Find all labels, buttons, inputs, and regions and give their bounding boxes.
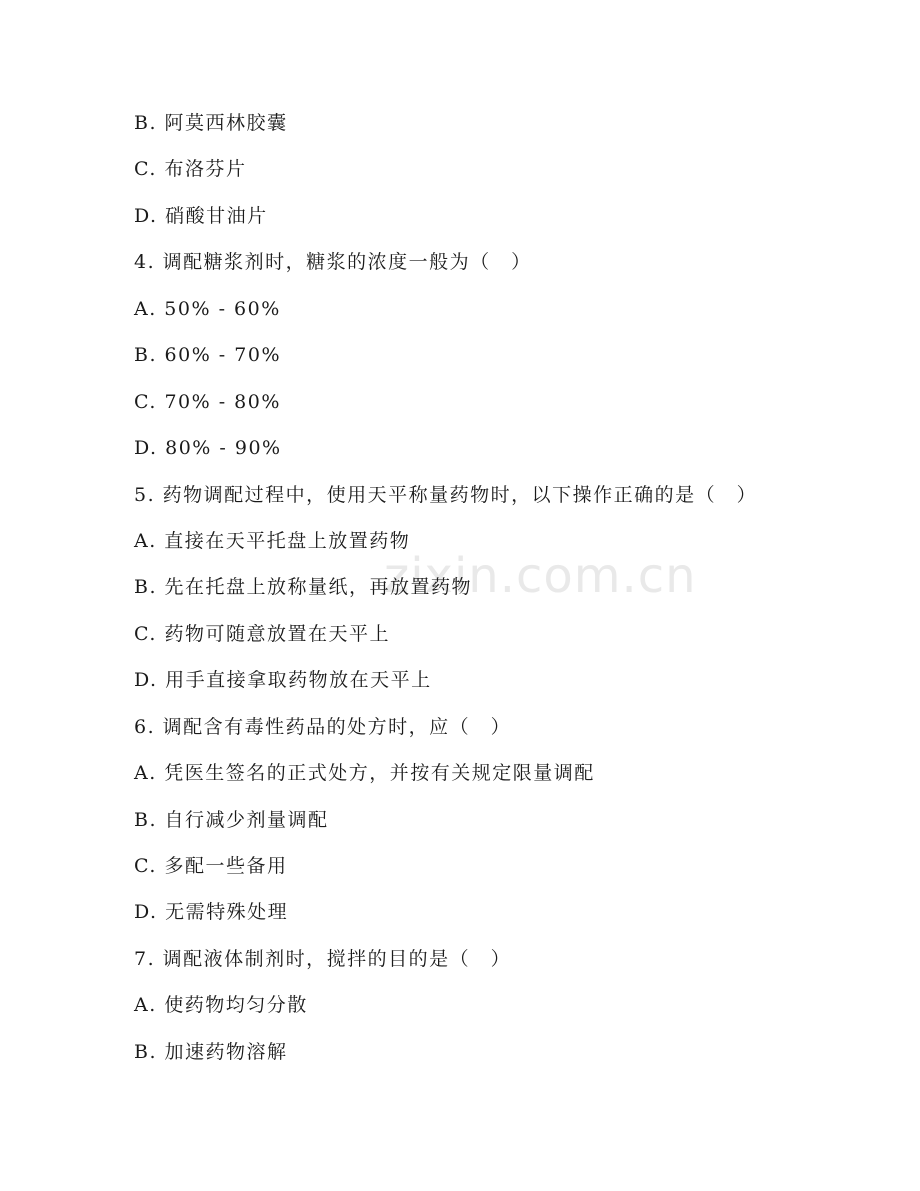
option-line: B. 60% - 70% bbox=[134, 344, 282, 366]
option-line: D. 用手直接拿取药物放在天平上 bbox=[134, 669, 432, 691]
option-line: B. 加速药物溶解 bbox=[134, 1041, 288, 1063]
option-line: B. 自行减少剂量调配 bbox=[134, 809, 329, 831]
option-line: C. 70% - 80% bbox=[134, 391, 281, 413]
option-line: C. 多配一些备用 bbox=[134, 855, 288, 877]
option-line: A. 直接在天平托盘上放置药物 bbox=[134, 530, 411, 552]
option-line: A. 使药物均匀分散 bbox=[134, 994, 308, 1016]
option-line: D. 硝酸甘油片 bbox=[134, 205, 268, 227]
question-line: 7. 调配液体制剂时，搅拌的目的是（ ） bbox=[134, 948, 512, 970]
option-line: D. 80% - 90% bbox=[134, 437, 282, 459]
watermark: zixin.com.cn bbox=[384, 548, 697, 604]
question-line: 5. 药物调配过程中，使用天平称量药物时，以下操作正确的是（ ） bbox=[134, 484, 758, 506]
question-line: 6. 调配含有毒性药品的处方时，应（ ） bbox=[134, 716, 512, 738]
option-line: A. 凭医生签名的正式处方，并按有关规定限量调配 bbox=[134, 762, 595, 784]
option-line: C. 药物可随意放置在天平上 bbox=[134, 623, 390, 645]
option-line: B. 阿莫西林胶囊 bbox=[134, 112, 288, 134]
option-line: C. 布洛芬片 bbox=[134, 158, 247, 180]
option-line: A. 50% - 60% bbox=[134, 298, 281, 320]
question-line: 4. 调配糖浆剂时，糖浆的浓度一般为（ ） bbox=[134, 251, 532, 273]
option-line: B. 先在托盘上放称量纸，再放置药物 bbox=[134, 576, 473, 598]
option-line: D. 无需特殊处理 bbox=[134, 901, 289, 923]
